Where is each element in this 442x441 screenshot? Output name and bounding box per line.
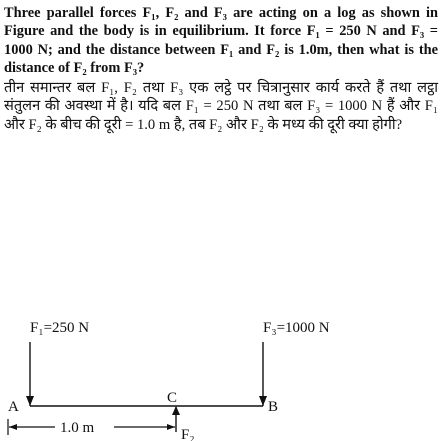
point-b-label: B bbox=[268, 399, 279, 415]
point-c-label: C bbox=[167, 390, 178, 406]
f3-label: F₃=1000 N bbox=[263, 320, 330, 336]
f1-arrowhead bbox=[26, 396, 34, 406]
question-text bbox=[4, 4, 438, 134]
point-a-label: A bbox=[8, 399, 19, 415]
force-diagram bbox=[0, 310, 442, 441]
question-english: Three parallel forces F₁, F₂ and F₃ are acting on a log as shown in Figure and the body is in equilibrium. It force F₁ = 250 N and F₃ = 1000 N; and the distance between F₁ and F₂ is 1.0m, then what is the distance of F₂ from F₃? bbox=[4, 5, 438, 77]
dimension-arrow-left bbox=[9, 424, 17, 430]
distance-label: 1.0 m bbox=[60, 420, 95, 436]
f1-label: F₁=250 N bbox=[30, 320, 90, 336]
f2-label: F₂ bbox=[181, 427, 195, 441]
question-hindi: तीन समान्तर बल F₁, F₂ तथा F₃ एक लट्ठे पर चित्रानुसार कार्य करते हैं तथा लट्ठा संतुलन की अवस्था में है। यदि बल F₁ = 250 N तथा बल F₃ = 1000 N हैं और F₁ और F₂ के बीच की दूरी = 1.0 m है, तब F₂ और F₂ के मध्य की दूरी क्या होगी? bbox=[4, 79, 438, 133]
f2-arrowhead bbox=[172, 406, 180, 415]
dimension-arrow-right bbox=[167, 424, 175, 430]
f3-arrowhead bbox=[259, 396, 267, 406]
force-diagram-svg bbox=[0, 310, 442, 441]
